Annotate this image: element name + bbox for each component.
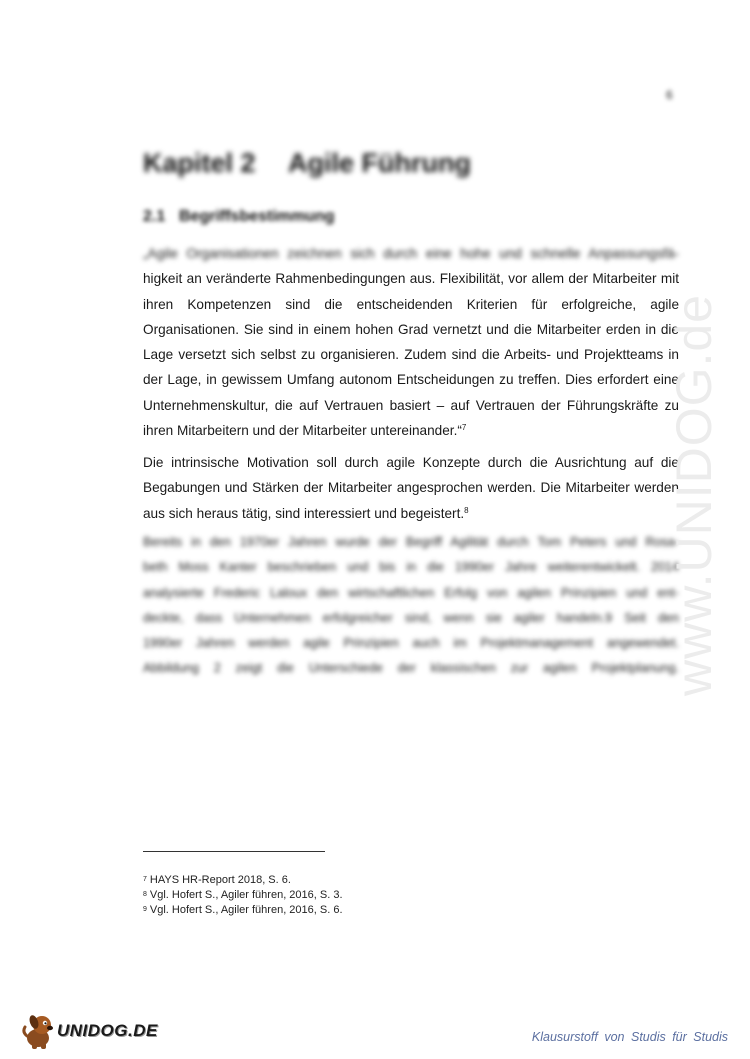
page-number: 6	[666, 88, 673, 102]
blurred-text-line: beth Moss Kanter beschrieben und bis in die 1990er Jahre weiterentwickelt. 2014	[143, 560, 679, 575]
footnote-separator	[143, 851, 325, 852]
footnote-ref: 8	[464, 505, 469, 515]
unidog-logo	[22, 1008, 158, 1052]
footnote-number: 8	[143, 891, 147, 898]
footnote-text: Vgl. Hofert S., Agiler führen, 2016, S. 3.	[149, 889, 343, 901]
dog-icon	[22, 1008, 62, 1052]
footnotes	[143, 873, 343, 918]
blurred-paragraph	[143, 530, 679, 682]
footnote-text: HAYS HR-Report 2018, S. 6.	[149, 874, 291, 886]
footnote	[143, 888, 343, 903]
footer-slogan: Klausurstoff von Studis für Studis	[531, 1030, 728, 1044]
section-title: Begriffsbestimmung	[179, 208, 335, 225]
blurred-text-line: deckte, dass Unternehmen erfolgreicher sind, wenn sie agiler handeln.9 Seit den	[143, 610, 679, 625]
paragraph-text: Die intrinsische Motivation soll durch agile Konzepte durch die Ausrichtung auf die Begabungen und Stärken der Mitarbeiter angesprochen werden. Die Mitarbeiter werden aus sich heraus tätig, sind interessiert und begeistert.	[143, 455, 679, 521]
watermark: www.UNIDOG.de	[666, 294, 722, 696]
blurred-text-line: „Agile Organisationen zeichnen sich durch eine hohe und schnelle Anpassungsfä-	[143, 246, 679, 261]
section-number: 2.1	[143, 208, 166, 225]
footnote	[143, 903, 343, 918]
blurred-text-line: Bereits in den 1970er Jahren wurde der Begriff Agilität durch Tom Peters und Rosa-	[143, 535, 679, 549]
chapter-heading	[143, 148, 471, 179]
quote-paragraph	[143, 241, 679, 443]
chapter-number: Kapitel 2	[143, 148, 256, 178]
logo-text: UNIDOG.DE	[57, 1021, 158, 1040]
section-heading	[143, 208, 335, 226]
quote-text: higkeit an veränderte Rahmenbedingungen aus. Flexibilität, vor allem der Mitarbeiter mit ihren Kompetenzen sind die entscheidenden Kriterien für erfolgreiche, agile Organisationen. Sie sind in einem hohen Grad vernetzt und die Mitarbeiter erden in die Lage versetzt sich selbst zu organisieren. Zudem sind die Arbeits- und Projektteams in der Lage, in gewissem Umfang autonom Entscheidungen zu treffen. Dies erfordert eine Unternehmenskultur, die auf Vertrauen basiert – auf Vertrauen der Führungskräfte zu ihren Mitarbeitern und der Mitarbeiter untereinander.“	[143, 271, 679, 439]
footnote-number: 7	[143, 876, 147, 883]
blurred-text-line: analysierte Frederic Laloux den wirtschaftlichen Erfolg von agilen Prinzipien und ent-	[143, 585, 679, 600]
footnote-ref: 7	[461, 423, 467, 433]
blurred-text-line: 1990er Jahren werden agile Prinzipien auch im Projektmanagement angewendet.	[143, 636, 679, 651]
footnote-number: 9	[143, 906, 147, 913]
footnote-text: Vgl. Hofert S., Agiler führen, 2016, S. 6.	[149, 904, 343, 916]
footnote	[143, 873, 343, 888]
chapter-title: Agile Führung	[288, 148, 471, 178]
body-paragraph	[143, 450, 679, 526]
blurred-text-line: Abbildung 2 zeigt die Unterschiede der klassischen zur agilen Projektplanung.	[143, 661, 679, 676]
